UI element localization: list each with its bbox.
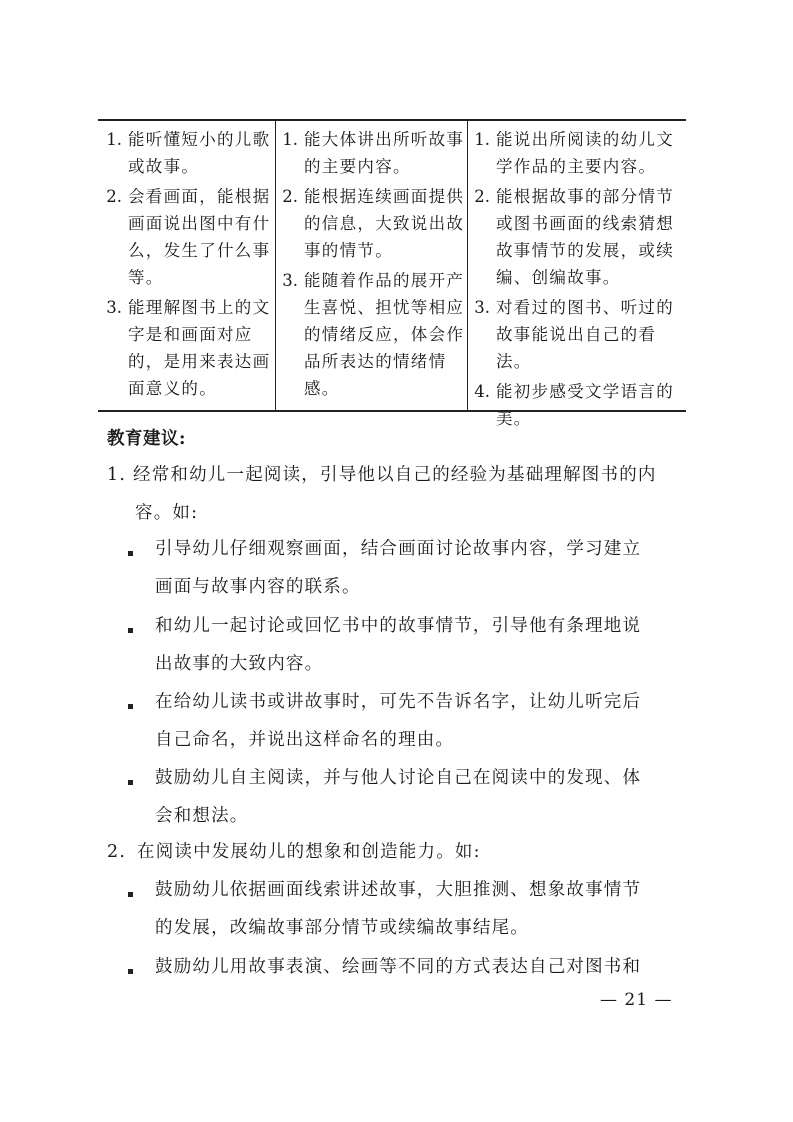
list-item: 3. 能理解图书上的文字是和画面对应的，是用来表达画面意义的。 — [106, 298, 271, 398]
bullet-line: 在给幼儿读书或讲故事时，可先不告诉名字，让幼儿听完后 — [155, 692, 642, 712]
table-column-3 — [467, 121, 686, 428]
suggestion-paragraph-2 — [107, 833, 707, 871]
bullet-item — [155, 948, 695, 986]
bullet-item — [155, 759, 695, 835]
bullet-icon — [128, 704, 133, 709]
list-item: 3. 对看过的图书、听过的故事能说出自己的看法。 — [474, 298, 674, 371]
bullet-line: 会和想法。 — [155, 806, 249, 826]
paragraph-line: 在阅读中发展幼儿的想象和创造能力。如: — [137, 842, 481, 862]
list-item: 1. 能听懂短小的儿歌或故事。 — [106, 130, 271, 176]
paragraph-line: 经常和幼儿一起阅读，引导他以自己的经验为基础理解图书的内 — [133, 465, 657, 485]
list-item: 3. 能随着作品的展开产生喜悦、担忧等相应的情绪反应，体会作品所表达的情绪情感。 — [282, 271, 465, 398]
bullet-line: 的发展，改编故事部分情节或续编故事结尾。 — [155, 918, 529, 938]
goals-table — [98, 119, 686, 428]
bullet-item — [155, 683, 695, 759]
list-item: 2. 能根据连续画面提供的信息，大致说出故事的情节。 — [282, 187, 465, 260]
paragraph-line: 容。如: — [135, 503, 199, 523]
table-column-2 — [275, 121, 467, 410]
list-item: 4. 能初步感受文学语言的美。 — [474, 382, 674, 428]
bullet-line: 出故事的大致内容。 — [155, 654, 324, 674]
list-item: 1. 能大体讲出所听故事的主要内容。 — [282, 130, 465, 176]
bullet-line: 鼓励幼儿用故事表演、绘画等不同的方式表达自己对图书和 — [155, 957, 642, 977]
suggestion-paragraph-1 — [107, 456, 707, 532]
page-number: — 21 — — [600, 990, 673, 1010]
list-item: 1. 能说出所阅读的幼儿文学作品的主要内容。 — [474, 130, 674, 176]
bullet-line: 和幼儿一起讨论或回忆书中的故事情节，引导他有条理地说 — [155, 616, 642, 636]
bullet-icon — [128, 628, 133, 633]
bullet-icon — [128, 892, 133, 897]
paragraph-number: 2. — [107, 842, 127, 862]
section-heading: 教育建议: — [107, 429, 186, 449]
list-item: 2. 会看画面，能根据画面说出图中有什么，发生了什么事等。 — [106, 187, 271, 287]
bullet-line: 引导幼儿仔细观察画面，结合画面讨论故事内容，学习建立 — [155, 539, 642, 559]
bullet-line: 鼓励幼儿依据画面线索讲述故事，大胆推测、想象故事情节 — [155, 880, 642, 900]
bullet-line: 画面与故事内容的联系。 — [155, 577, 361, 597]
list-item: 2. 能根据故事的部分情节或图书画面的线索猜想故事情节的发展，或续编、创编故事。 — [474, 187, 674, 287]
bullet-item — [155, 607, 695, 683]
table-column-1 — [98, 121, 275, 410]
bullet-icon — [128, 969, 133, 974]
bullet-icon — [128, 780, 133, 785]
bullet-icon — [128, 551, 133, 556]
bullet-item — [155, 871, 695, 947]
bullet-line: 鼓励幼儿自主阅读，并与他人讨论自己在阅读中的发现、体 — [155, 768, 642, 788]
bullet-item — [155, 530, 695, 606]
bullet-line: 自己命名，并说出这样命名的理由。 — [155, 730, 455, 750]
paragraph-number: 1. — [107, 465, 127, 485]
